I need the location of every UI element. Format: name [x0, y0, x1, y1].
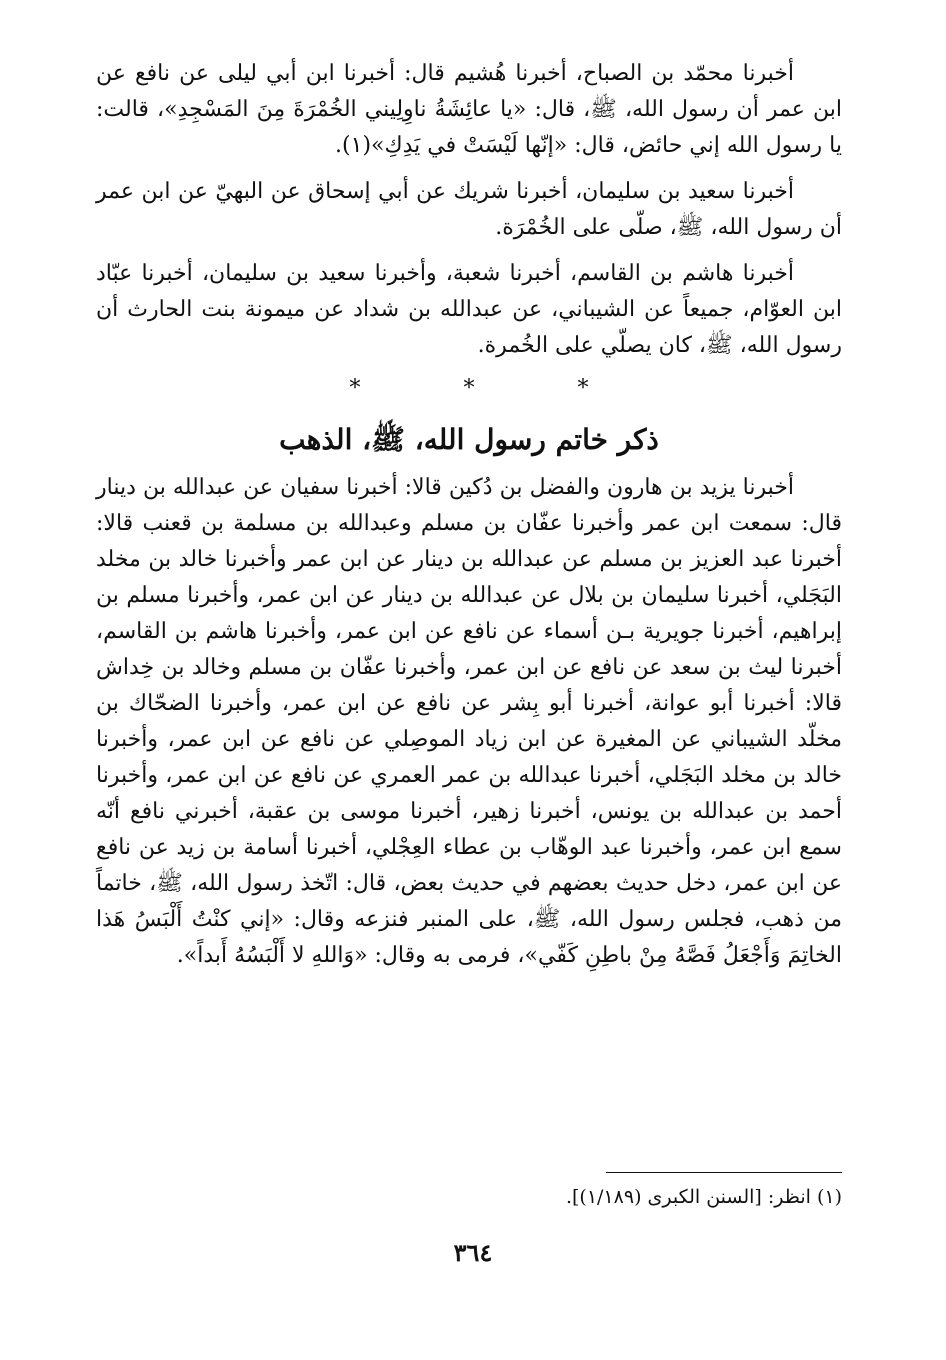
footnote: (١) انظر: [السنن الكبرى (١/١٨٩)].	[565, 1186, 842, 1208]
hadith-paragraph-2: أخبرنا سعيد بن سليمان، أخبرنا شريك عن أبي إسحاق عن البهيّ عن ابن عمر أن رسول الله، ﷺ، صلّى على الخُمْرَة.	[96, 179, 842, 240]
page-number: ٣٦٤	[453, 1238, 493, 1267]
footnote-divider	[606, 1172, 842, 1173]
hadith-paragraph-3: أخبرنا هاشم بن القاسم، أخبرنا شعبة، وأخبرنا سعيد بن سليمان، أخبرنا عبّاد ابن العوّام، جميعاً عن الشيباني، عن عبدالله بن شداد عن ميمونة بنت الحارث أن رسول الله، ﷺ، كان يصلّي على الخُمرة.	[96, 261, 842, 358]
section-heading: ذكر خاتم رسول الله، ﷺ، الذهب	[279, 423, 659, 456]
page-body	[96, 52, 842, 984]
hadith-paragraph-1: أخبرنا محمّد بن الصباح، أخبرنا هُشيم قال: أخبرنا ابن أبي ليلى عن نافع عن ابن عمر أن رسول الله، ﷺ، قال: «يا عائِشَةُ ناوِلِيني الخُمْرَةَ مِنَ المَسْجِدِ»، قالت: يا رسول الله إني حائض، قال: «إنّها لَيْسَتْ في يَدِكِ»(١).	[96, 61, 842, 158]
section-separator: * * *	[349, 376, 637, 401]
section-paragraph: أخبرنا يزيد بن هارون والفضل بن دُكين قالا: أخبرنا سفيان عن عبدالله بن دينار قال: سمعت ابن عمر وأخبرنا عفّان بن مسلم وعبدالله بن مسلمة بن قعنب قالا: أخبرنا عبد العزيز بن مسلم عن عبدالله بن دينار عن ابن عمر وأخبرنا خالد بن مخلد البَجَلي، أخبرنا سليمان بن بلال عن عبدالله بن دينار عن ابن عمر، وأخبرنا مسلم بن إبراهيم، أخبرنا جويرية بـن أسماء عن نافع عن ابن عمر، وأخبرنا هاشم بن القاسم، أخبرنا ليث بن سعد عن نافع عن ابن عمر، وأخبرنا عفّان بن مسلم وخالد بن خِداش قالا: أخبرنا أبو عوانة، أخبرنا أبو بِشر عن نافع عن ابن عمر، وأخبرنا الضحّاك بن مخلّد الشيباني عن المغيرة عن ابن زياد الموصِلي عن نافع عن ابن عمر، وأخبرنا خالد بن مخلد البَجَلي، أخبرنا عبدالله بن عمر العمري عن نافع عن ابن عمر، وأخبرنا أحمد بن عبدالله بن يونس، أخبرنا زهير، أخبرنا موسى بن عقبة، أخبرني نافع أنّه سمع ابن عمر، وأخبرنا عبد الوهّاب بن عطاء العِجْلي، أخبرنا أسامة بن زيد عن نافع عن ابن عمر، دخل حديث بعضهم في حديث بعض، قال: اتّخذ رسول الله، ﷺ، خاتماً من ذهب، فجلس رسول الله، ﷺ، على المنبر فنزعه وقال: «إني كنْتُ أَلْبَسُ هَذا الخاتِمَ وَأَجْعَلُ فَصَّهُ مِنْ باطِنِ كَفّي»، فرمى به وقال: «وَاللهِ لا أَلْبَسُهُ أَبداً».	[96, 475, 842, 968]
